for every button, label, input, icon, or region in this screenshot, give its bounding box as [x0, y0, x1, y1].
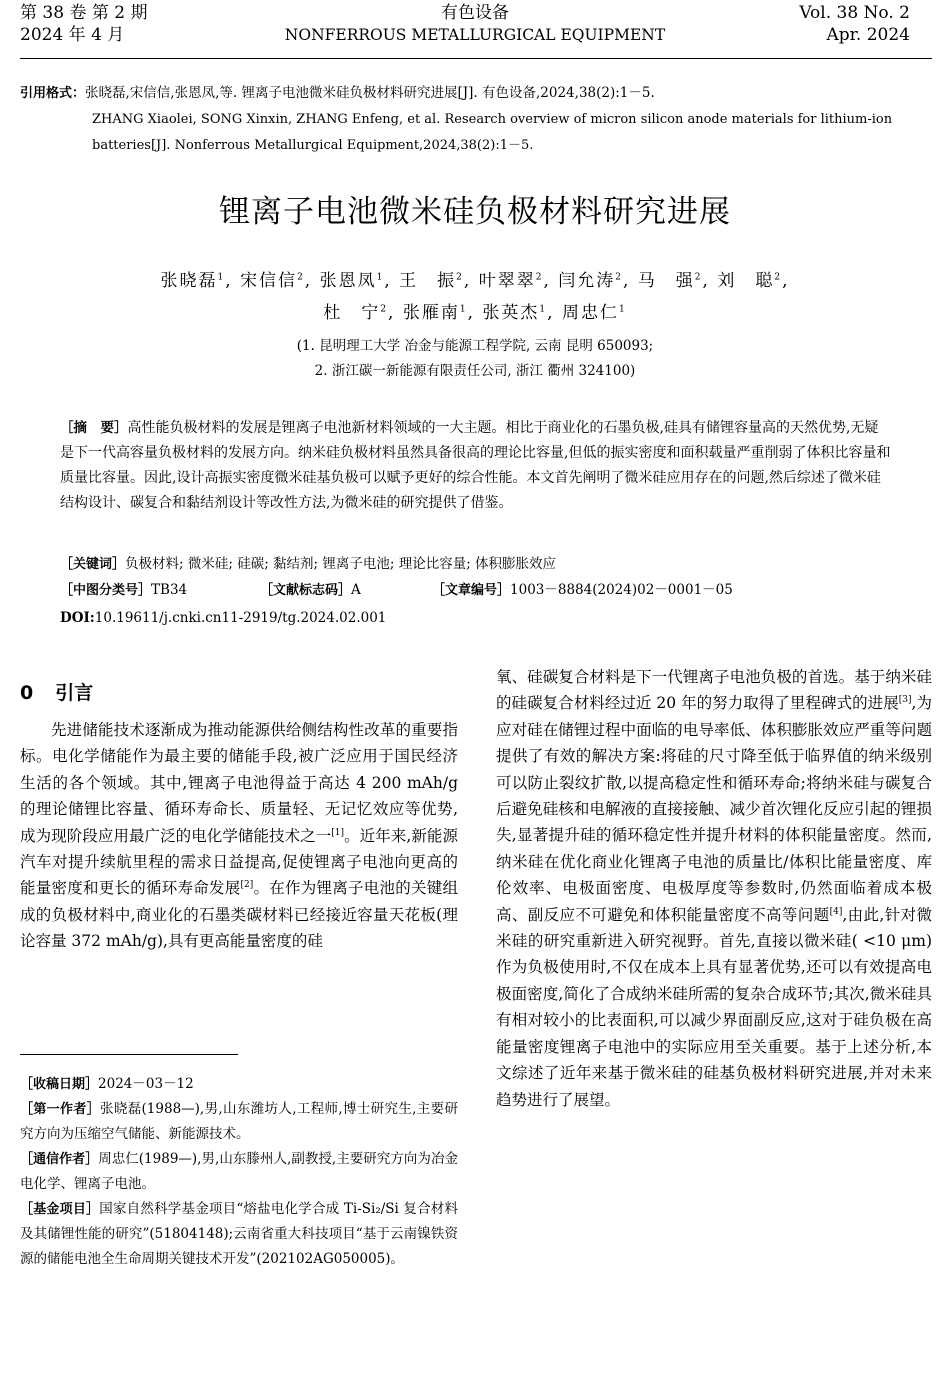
section-title: 引言 — [55, 682, 94, 704]
footnote-divider — [20, 1054, 238, 1055]
affiliation-2: 2. 浙江碳一新能源有限责任公司, 浙江 衢州 324100) — [314, 363, 636, 379]
document-code: ［文献标志码］A — [260, 582, 361, 598]
journal-name-en: NONFERROUS METALLURGICAL EQUIPMENT — [284, 26, 666, 44]
date-cn: 2024 年 4 月 — [20, 25, 125, 45]
author: 王 振$^2$ — [399, 271, 464, 291]
classification-row — [60, 578, 892, 603]
clc: ［中图分类号］TB34 — [60, 582, 188, 598]
section-number: 0 — [20, 682, 34, 704]
article-title: 锂离子电池微米硅负极材料研究进展 — [219, 194, 731, 230]
doi-value: 10.19611/j.cnki.cn11-2919/tg.2024.02.001 — [94, 610, 387, 626]
section-heading — [20, 678, 93, 705]
author: 周忠仁$^1$ — [561, 303, 627, 323]
citation-en-1: ZHANG Xiaolei, SONG Xinxin, ZHANG Enfeng, et al. Research overview of micron silicon anode materials for lithium-ion — [92, 112, 893, 127]
footnotes — [20, 1072, 458, 1272]
volume-issue-en: Vol. 38 No. 2 — [799, 3, 910, 23]
author: 杜 宁$^2$ — [323, 303, 389, 323]
journal-name-cn: 有色设备 — [441, 3, 509, 23]
article-number: ［文章编号］1003－8884(2024)02－0001－05 — [432, 582, 733, 598]
author: 张恩凤$^1$ — [319, 271, 385, 291]
volume-issue-cn: 第 38 卷 第 2 期 — [20, 3, 148, 23]
running-header-right — [799, 2, 910, 46]
citation-block — [20, 80, 932, 159]
reference-4[interactable]: [4] — [829, 906, 843, 917]
author-line-1: 张晓磊$^1$, 宋信信$^2$, 张恩凤$^1$, 王 振$^2$, 叶翠翠$^2$, 闫允涛$^2$, 马 强$^2$, 刘 聪$^2$, — [160, 271, 790, 291]
reference-1[interactable]: [1] — [331, 827, 345, 838]
abstract — [60, 416, 892, 516]
author: 张英杰$^1$ — [482, 303, 548, 323]
author: 刘 聪$^2$ — [717, 271, 783, 291]
author-line-2: 杜 宁$^2$, 张雁南$^1$, 张英杰$^1$, 周忠仁$^1$ — [323, 303, 627, 323]
header-divider — [20, 58, 932, 59]
body-left-column — [20, 717, 458, 955]
footnote-first-author: ［第一作者］张晓磊(1988—),男,山东潍坊人,工程师,博士研究生,主要研究方向为压缩空气储能、新能源技术。 — [20, 1101, 458, 1142]
keywords — [60, 552, 892, 577]
doi-label: DOI: — [60, 610, 95, 626]
author: 叶翠翠$^2$ — [478, 271, 544, 291]
date-en: Apr. 2024 — [826, 25, 910, 45]
intro-paragraph-1: 先进储能技术逐渐成为推动能源供给侧结构性改革的重要指标。电化学储能作为最主要的储能手段,被广泛应用于国民经济生活的各个领域。其中,锂离子电池得益于高达 4 200 mAh/g 的理论储锂比容量、循环寿命长、质量轻、无记忆效应等优势,成为现阶段应用最广泛的电化学储能技术之一[1]。近年来,新能源汽车对提升续航里程的需求日益提高,促使锂离子电池向更高的能量密度和更长的循环寿命发展[2]。在作为锂离子电池的关键组成的负极材料中,商业化的石墨类碳材料已经接近容量天花板(理论容量 372 mAh/g),具有更高能量密度的硅 — [20, 721, 458, 951]
keywords-text: 负极材料; 微米硅; 硅碳; 黏结剂; 锂离子电池; 理论比容量; 体积膨胀效应 — [125, 556, 557, 572]
citation-cn: 张晓磊,宋信信,张恩凤,等. 锂离子电池微米硅负极材料研究进展[J]. 有色设备,2024,38(2):1－5. — [85, 85, 655, 101]
author: 张晓磊$^1$ — [160, 271, 226, 291]
footnote-funding: ［基金项目］国家自然科学基金项目“熔盐电化学合成 Ti-Si₂/Si 复合材料及其储锂性能的研究”(51804148);云南省重大科技项目“基于云南镍铁资源的储能电池全生命周期关键技术开发”(202102AG050005)。 — [20, 1201, 458, 1267]
abstract-label: ［摘 要］ — [60, 420, 128, 436]
intro-paragraph-1-cont: 氧、硅碳复合材料是下一代锂离子电池负极的首选。基于纳米硅的硅碳复合材料经过近 20 年的努力取得了里程碑式的进展[3],为应对硅在储锂过程中面临的电导率低、体积膨胀效应严重等问题提供了有效的解决方案:将硅的尺寸降至低于临界值的纳米级别可以防止裂纹扩散,以提高稳定性和循环寿命;将纳米硅与碳复合后避免硅核和电解液的直接接触、减少首次锂化反应引起的锂损失,显著提升硅的循环稳定性并提升材料的体积能量密度。然而,纳米硅在优化商业化锂离子电池的质量比/体积比能量密度、库伦效率、电极面密度、电极厚度等参数时,仍然面临着成本极高、副反应不可避免和体积能量密度不高等问题[4],由此,针对微米硅的研究重新进入研究视野。首先,直接以微米硅( <10 μm)作为负极使用时,不仅在成本上具有显著优势,还可以有效提高电极面密度,简化了合成纳米硅所需的复杂合成环节;其次,微米硅具有相对较小的比表面积,可以减少界面副反应,这对于硅负极在高能量密度锂离子电池中的实际应用至关重要。基于上述分析,本文综述了近年来基于微米硅的硅基负极材料研究进展,并对未来趋势进行了展望。 — [496, 668, 932, 1109]
footnote-corresponding-author: ［通信作者］周忠仁(1989—),男,山东滕州人,副教授,主要研究方向为冶金电化学、锂离子电池。 — [20, 1151, 458, 1192]
body-right-column — [496, 664, 932, 1113]
footnote-received: ［收稿日期］2024－03－12 — [20, 1076, 194, 1092]
affiliation-1: (1. 昆明理工大学 冶金与能源工程学院, 云南 昆明 650093; — [296, 338, 654, 354]
author: 马 强$^2$ — [637, 271, 703, 291]
citation-label: 引用格式： — [20, 86, 86, 101]
citation-en-2: batteries[J]. Nonferrous Metallurgical Equipment,2024,38(2):1－5. — [92, 138, 534, 153]
author: 闫允涛$^2$ — [558, 271, 623, 291]
reference-3[interactable]: [3] — [898, 695, 912, 706]
keywords-label: ［关键词］ — [60, 557, 126, 572]
abstract-text: 高性能负极材料的发展是锂离子电池新材料领域的一大主题。相比于商业化的石墨负极,硅具有储锂容量高的天然优势,无疑是下一代高容量负极材料的发展方向。纳米硅负极材料虽然具备很高的理论比容量,但低的振实密度和面积载量严重削弱了体积比容量和质量比容量。因此,设计高振实密度微米硅基负极可以赋予更好的综合性能。本文首先阐明了微米硅应用存在的问题,然后综述了微米硅结构设计、碳复合和黏结剂设计等改性方法,为微米硅的研究提供了借鉴。 — [60, 420, 891, 511]
doi — [60, 606, 892, 631]
citation-cn-line — [20, 80, 932, 107]
author: 张雁南$^1$ — [402, 303, 468, 323]
reference-2[interactable]: [2] — [240, 880, 254, 891]
author: 宋信信$^2$ — [240, 271, 305, 291]
